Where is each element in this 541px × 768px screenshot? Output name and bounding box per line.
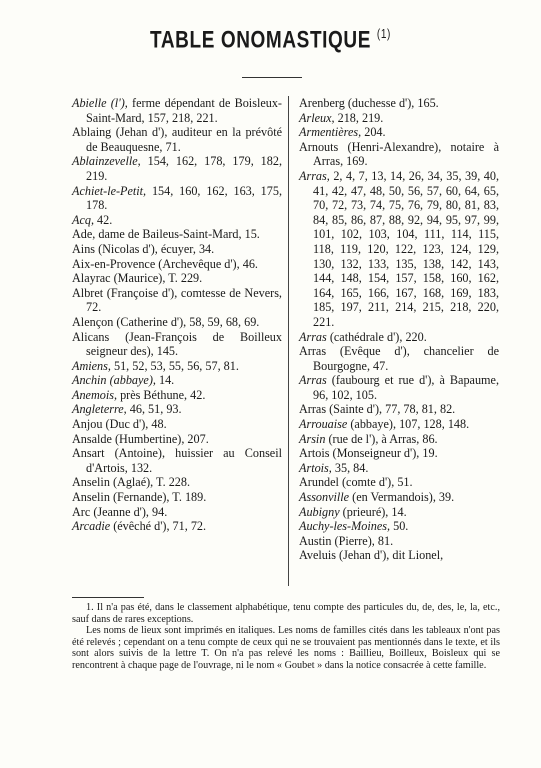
entry-references: ferme dépendant de Boisleux-Saint-Mard, 157, 218, 221. — [86, 96, 282, 125]
entry-name: Ansart (Antoine), — [72, 446, 166, 461]
index-entry — [299, 446, 499, 461]
entry-references: T. 228. — [153, 475, 191, 490]
index-entry — [299, 402, 499, 417]
entry-references: 2, 4, 7, 13, 14, 26, 34, 35, 39, 40, 41, 42, 47, 48, 50, 56, 57, 60, 64, 65, 70, 72, 73, 74, 75, 76, 79, 80, 81, 83, 84, 85, 86, 87, 88, 92, 94, 95, 97, 99, 101, 102, 103, 104, 111, 114, 115, 118, 119, 120, 122, 123, 124, 129, 130, 132, 133, 135, 138, 142, 143, 144, 148, 154, 157, 158, 160, 162, 164, 165, 166, 167, 168, 169, 183, 185, 197, 211, 214, 215, 218, 220, 221. — [313, 168, 499, 329]
index-entry — [299, 534, 499, 549]
entry-name: Arenberg (duchesse d'), — [299, 96, 415, 110]
entry-name: Artois (Monseigneur d'), — [299, 446, 420, 461]
entry-references: huissier au Conseil d'Artois, 132. — [86, 446, 282, 475]
index-entry — [299, 505, 499, 520]
index-entry — [299, 432, 499, 447]
entry-name: Albret (Françoise d'), — [72, 285, 178, 300]
entry-name: Arras, — [299, 168, 330, 183]
entry-references: écuyer, 34. — [157, 241, 215, 256]
entry-references: près Béthune, 42. — [117, 387, 206, 402]
footnote-1: 1. Il n'a pas été, dans le classement alphabétique, tenu compte des particules du, de, des, le, la, etc., sauf dans de rares exceptions. — [72, 602, 500, 625]
entry-references: 51. — [394, 475, 413, 490]
index-entry — [299, 96, 499, 111]
index-entry — [72, 257, 282, 272]
entry-references: chancelier de Bourgogne, 47. — [313, 344, 499, 373]
index-entry — [299, 490, 499, 505]
index-entry — [299, 111, 499, 126]
entry-name: Anselin (Fernande), — [72, 490, 170, 505]
entry-name: Arrouaise — [299, 417, 348, 432]
entry-name: Arras — [299, 373, 327, 388]
entry-name: Ansalde (Humbertine), — [72, 431, 185, 446]
entry-name: Angleterre, — [72, 402, 127, 417]
entry-name: Arras (Evêque d'), — [299, 344, 410, 359]
footnotes — [72, 602, 500, 672]
index-entry — [299, 475, 499, 490]
page-title-text: TABLE ONOMASTIQUE — [150, 27, 372, 54]
entry-references: 81. — [374, 533, 394, 548]
index-entry — [299, 373, 499, 402]
entry-name: Arnouts (Henri-Alexandre), — [299, 139, 442, 154]
entry-references: 51, 52, 53, 55, 56, 57, 81. — [110, 358, 239, 373]
entry-name: Assonville — [299, 490, 350, 505]
index-entry — [299, 125, 499, 140]
index-entry — [72, 154, 282, 183]
entry-name: Ablainzevelle, — [72, 154, 141, 169]
index-entry — [72, 242, 282, 257]
entry-name: Alicans (Jean-François de Boilleux seigneur des), — [72, 329, 282, 359]
index-entry — [72, 125, 282, 154]
entry-references: 42. — [94, 212, 113, 227]
index-entry — [72, 373, 282, 388]
index-column-left — [72, 96, 282, 534]
index-entry — [299, 344, 499, 373]
entry-references: 165. — [414, 96, 439, 110]
entry-references: T. 229. — [165, 271, 203, 286]
index-entry — [299, 519, 499, 534]
footnote-rule — [72, 597, 144, 598]
entry-name: Ablaing (Jehan d'), — [72, 125, 168, 140]
footnote-2: Les noms de lieux sont imprimés en italiques. Les noms de familles cités dans les tableaux n'ont pas été relevés ; cependant on a tenu compte de ceux qui ne se trouvaient pas mentionnés dans le texte, et ils sont alors suivis de la lettre T. On n'a pas relevé les noms : Baillieu, Boilleux, Boisleux qui se rencontrent à chaque page de l'ouvrage, ni le nom « Goubet » dans la notice consacrée à cette famille. — [72, 625, 500, 671]
entry-name: Abielle (l'), — [72, 96, 128, 110]
column-divider — [288, 96, 289, 586]
entry-name: Armentières, — [299, 125, 362, 140]
entry-references: 46, 51, 93. — [126, 402, 182, 417]
index-entry — [72, 213, 282, 228]
entry-name: Arras (Sainte d'), — [299, 402, 383, 417]
entry-name: Amiens, — [72, 358, 111, 373]
entry-references: (prieuré), 14. — [339, 504, 407, 519]
entry-references: 154, 160, 162, 163, 175, 178. — [86, 183, 282, 213]
entry-references: (en Vermandois), 39. — [349, 490, 455, 505]
entry-name: Arcadie — [72, 519, 111, 534]
entry-references: 14. — [155, 373, 175, 388]
entry-name: Anchin (abbaye), — [72, 373, 156, 388]
entry-name: Alayrac (Maurice), — [72, 271, 166, 286]
entry-references: 58, 59, 68, 69. — [186, 314, 260, 329]
entry-references: dit Lionel, — [389, 548, 444, 563]
index-entry — [72, 490, 282, 505]
index-entry — [72, 96, 282, 125]
entry-name: Acq, — [72, 212, 94, 227]
entry-name: Austin (Pierre), — [299, 533, 375, 548]
index-entry — [72, 432, 282, 447]
entry-name: Ade, — [72, 227, 96, 242]
entry-name: Achiet-le-Petit, — [72, 183, 147, 198]
index-entry — [72, 227, 282, 242]
entry-references: 207. — [184, 431, 209, 446]
entry-references: comtesse de Nevers, 72. — [86, 285, 282, 315]
index-entry — [299, 330, 499, 345]
entry-references: (évêché d'), 71, 72. — [110, 519, 207, 534]
entry-name: Arc (Jeanne d'), — [72, 504, 149, 519]
entry-name: Aubigny — [299, 504, 340, 519]
entry-references: 204. — [361, 125, 386, 140]
entry-name: Arras — [299, 329, 327, 344]
entry-name: Anjou (Duc d'), — [72, 417, 149, 432]
index-entry — [299, 417, 499, 432]
entry-references: T. 189. — [169, 490, 207, 505]
index-column-right — [299, 96, 499, 563]
index-entry — [299, 548, 499, 563]
entry-references: (rue de l'), à Arras, 86. — [325, 431, 438, 446]
entry-name: Anselin (Aglaé), — [72, 475, 154, 490]
index-entry — [72, 505, 282, 520]
index-entry — [72, 417, 282, 432]
title-footnote-ref: (1) — [376, 28, 391, 42]
index-entry — [72, 330, 282, 359]
index-entry — [72, 271, 282, 286]
entry-references: 46. — [239, 256, 258, 271]
page-title — [0, 27, 541, 55]
entry-references: 48. — [148, 417, 167, 432]
entry-name: Arundel (comte d'), — [299, 475, 395, 490]
entry-references: (faubourg et rue d'), à Bapaume, 96, 102, 105. — [313, 373, 499, 402]
index-entry — [72, 286, 282, 315]
entry-name: Arsin — [299, 431, 326, 446]
entry-references: 154, 162, 178, 179, 182, 219. — [86, 154, 282, 183]
entry-references: 218, 219. — [334, 110, 384, 125]
entry-name: Aix-en-Provence (Archevêque d'), — [72, 256, 240, 271]
entry-name: Artois, — [299, 460, 332, 475]
entry-references: dame de Baileus-Saint-Mard, 15. — [95, 227, 260, 242]
entry-name: Alençon (Catherine d'), — [72, 314, 187, 329]
entry-name: Ains (Nicolas d'), — [72, 241, 158, 256]
entry-name: Auchy-les-Moines, — [299, 519, 391, 534]
entry-name: Arleux, — [299, 110, 335, 125]
entry-references: auditeur en la prévôté de Beauquesne, 71. — [86, 125, 282, 154]
entry-references: 35, 84. — [331, 460, 369, 475]
entry-references: notaire à Arras, 169. — [313, 139, 499, 169]
entry-references: 19. — [419, 446, 438, 461]
index-entry — [299, 169, 499, 330]
entry-name: Aveluis (Jehan d'), — [299, 548, 390, 563]
entry-references: (cathédrale d'), 220. — [326, 329, 427, 344]
entry-references: 77, 78, 81, 82. — [382, 402, 456, 417]
index-entry — [72, 446, 282, 475]
entry-name: Anemois, — [72, 387, 118, 402]
entry-references: (abbaye), 107, 128, 148. — [347, 417, 470, 432]
index-entry — [299, 140, 499, 169]
index-entry — [72, 402, 282, 417]
index-entry — [72, 315, 282, 330]
index-entry — [72, 475, 282, 490]
entry-references: 50. — [390, 519, 409, 534]
entry-references: 145. — [153, 344, 179, 359]
index-entry — [72, 359, 282, 374]
index-entry — [72, 519, 282, 534]
title-rule — [242, 77, 302, 78]
index-entry — [72, 388, 282, 403]
index-entry — [299, 461, 499, 476]
entry-references: 94. — [148, 504, 168, 519]
index-entry — [72, 184, 282, 213]
